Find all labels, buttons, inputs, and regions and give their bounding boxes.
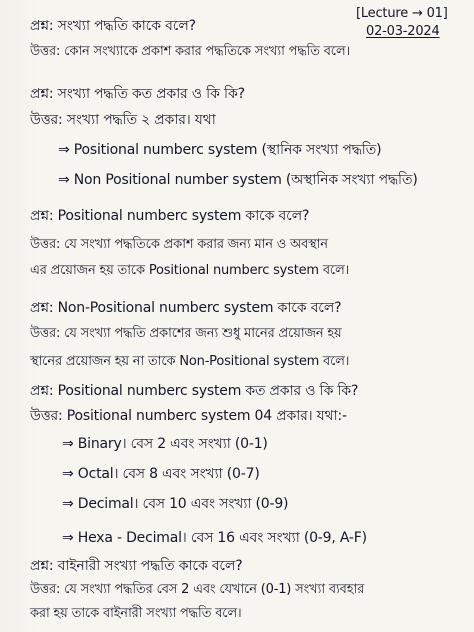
question-1: প্রশ্ন: সংখ্যা পদ্ধতি কাকে বলে? [30,18,196,34]
question-5: প্রশ্ন: Positional numberc system কত প্রকার ও কি কি? [30,383,359,399]
question-4: প্রশ্ন: Non-Positional numberc system কাকে বলে? [30,300,342,316]
answer-5: উত্তর: Positional numberc system 04 প্রকার। যথা:- [30,408,347,424]
list-item-hexadecimal: ⇒ Hexa - Decimal। বেস 16 এবং সংখ্যা (0-9, A-F) [62,530,367,546]
answer-1: উত্তর: কোন সংখ্যাকে প্রকাশ করার পদ্ধতিকে সংখ্যা পদ্ধতি বলে। [30,44,350,59]
answer-4-line-2: স্থানের প্রয়োজন হয় না তাকে Non-Positional system বলে। [30,354,350,369]
question-3: প্রশ্ন: Positional numberc system কাকে বলে? [30,208,310,224]
list-item-non-positional: ⇒ Non Positional number system (অস্থানিক সংখ্যা পদ্ধতি) [58,172,418,188]
list-item-decimal: ⇒ Decimal। বেস 10 এবং সংখ্যা (0-9) [62,496,289,512]
question-2: প্রশ্ন: সংখ্যা পদ্ধতি কত প্রকার ও কি কি? [30,86,245,102]
answer-4-line-1: উত্তর: যে সংখ্যা পদ্ধতি প্রকাশের জন্য শুধু মানের প্রয়োজন হয় [30,326,342,341]
answer-2: উত্তর: সংখ্যা পদ্ধতি ২ প্রকার। যথা [30,112,216,128]
answer-3-line-2: এর প্রয়োজন হয় তাকে Positional numberc system বলে। [30,263,350,278]
answer-3-line-1: উত্তর: যে সংখ্যা পদ্ধতিকে প্রকাশ করার জন্য মান ও অবস্থান [30,237,328,252]
list-item-positional: ⇒ Positional numberc system (স্থানিক সংখ্যা পদ্ধতি) [58,142,382,158]
answer-6-line-2: করা হয় তাকে বাইনারী সংখ্যা পদ্ধতি বলে। [30,606,242,621]
lecture-number: [Lecture → 01] [356,6,448,21]
list-item-binary: ⇒ Binary। বেস 2 এবং সংখ্যা (0-1) [62,436,268,452]
answer-6-line-1: উত্তর: যে সংখ্যা পদ্ধতির বেস 2 এবং যেখানে (0-1) সংখ্যা ব্যবহার [30,582,365,597]
question-6: প্রশ্ন: বাইনারী সংখ্যা পদ্ধতি কাকে বলে? [30,558,243,574]
date: 02-03-2024 [366,24,440,39]
list-item-octal: ⇒ Octal। বেস 8 এবং সংখ্যা (0-7) [62,466,260,482]
